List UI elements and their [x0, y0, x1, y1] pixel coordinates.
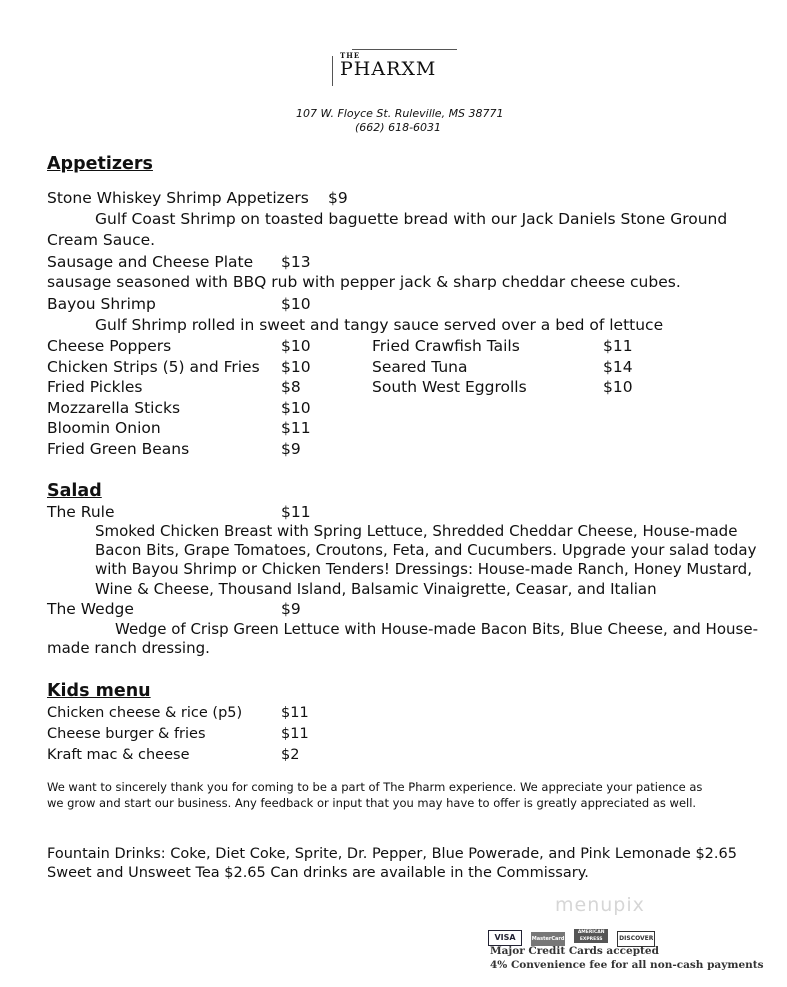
menu-item-price: $8	[281, 378, 301, 396]
section-title-salad: Salad	[47, 481, 102, 501]
accepted-cards	[488, 925, 659, 947]
menu-item-desc: made ranch dressing.	[47, 639, 210, 657]
menu-item-name: Kraft mac & cheese	[47, 747, 190, 763]
menu-item-price: $10	[281, 399, 311, 417]
menu-item-name: Bloomin Onion	[47, 419, 161, 437]
menu-item-price: $10	[603, 378, 633, 396]
menu-item-name: Fried Crawfish Tails	[372, 337, 520, 355]
menu-item-desc: Bacon Bits, Grape Tomatoes, Croutons, Feta, and Cucumbers. Upgrade your salad today	[95, 541, 757, 559]
logo-rule-top	[352, 49, 457, 50]
menu-item-price: $11	[281, 503, 311, 521]
menu-item-price: $9	[328, 189, 348, 207]
logo	[332, 48, 459, 90]
amex-card-icon: AMERICAN EXPRESS	[574, 929, 608, 943]
logo-the: THE	[340, 51, 361, 60]
menu-item-price: $9	[281, 440, 301, 458]
menu-item-desc: Wedge of Crisp Green Lettuce with House-made Bacon Bits, Blue Cheese, and House-	[115, 620, 758, 638]
watermark: menupix	[555, 894, 645, 916]
menu-item-name: Cheese burger & fries	[47, 726, 206, 742]
drinks-line: Sweet and Unsweet Tea $2.65 Can drinks are available in the Commissary.	[47, 865, 589, 881]
menu-item-name: Stone Whiskey Shrimp Appetizers	[47, 189, 309, 207]
menu-item-name: Fried Pickles	[47, 378, 143, 396]
menu-item-price: $10	[281, 337, 311, 355]
phone: (662) 618-6031	[355, 121, 442, 134]
address: 107 W. Floyce St. Ruleville, MS 38771	[296, 107, 504, 120]
menu-item-name: Fried Green Beans	[47, 440, 190, 458]
menu-item-name: South West Eggrolls	[372, 378, 527, 396]
discover-card-icon: DISCOVER	[617, 931, 655, 947]
menu-item-price: $14	[603, 358, 633, 376]
visa-card-icon: VISA	[488, 930, 522, 946]
thank-you-note: we grow and start our business. Any feedback or input that you may have to offer is greatly appreciated as well.	[47, 796, 697, 810]
menu-item-desc: Wine & Cheese, Thousand Island, Balsamic Vinaigrette, Ceasar, and Italian	[95, 580, 657, 598]
menu-item-desc: sausage seasoned with BBQ rub with pepper jack & sharp cheddar cheese cubes.	[47, 273, 681, 291]
section-title-kids: Kids menu	[47, 681, 151, 701]
menu-item-price: $11	[281, 705, 309, 721]
menu-item-price: $10	[281, 358, 311, 376]
menu-item-name: Chicken Strips (5) and Fries	[47, 358, 260, 376]
logo-name: PHARXM	[340, 58, 437, 80]
menu-item-desc: Smoked Chicken Breast with Spring Lettuce, Shredded Cheddar Cheese, House-made	[95, 522, 738, 540]
menu-item-desc: Gulf Coast Shrimp on toasted baguette bread with our Jack Daniels Stone Ground	[95, 210, 728, 228]
menu-item-desc: Cream Sauce.	[47, 231, 156, 249]
menu-item-desc: with Bayou Shrimp or Chicken Tenders! Dressings: House-made Ranch, Honey Mustard,	[95, 560, 752, 578]
menu-item-price: $10	[281, 295, 311, 313]
credit-card-note: Major Credit Cards accepted	[490, 945, 659, 957]
menu-item-name: Mozzarella Sticks	[47, 399, 181, 417]
thank-you-note: We want to sincerely thank you for coming to be a part of The Pharm experience. We appreciate your patience as	[47, 780, 703, 794]
menu-item-price: $11	[603, 337, 633, 355]
drinks-line: Fountain Drinks: Coke, Diet Coke, Sprite, Dr. Pepper, Blue Powerade, and Pink Lemonade $2.65	[47, 846, 737, 862]
menu-item-name: Seared Tuna	[372, 358, 468, 376]
menu-item-price: $11	[281, 419, 311, 437]
mastercard-icon: MasterCard	[531, 932, 565, 946]
menu-item-price: $2	[281, 747, 300, 763]
menu-item-price: $11	[281, 726, 309, 742]
logo-rule-left	[332, 56, 333, 86]
menu-item-name: Bayou Shrimp	[47, 295, 156, 313]
menu-item-name: Cheese Poppers	[47, 337, 172, 355]
menu-item-name: The Rule	[47, 503, 115, 521]
menu-item-name: Chicken cheese & rice (p5)	[47, 705, 243, 721]
menu-item-name: Sausage and Cheese Plate	[47, 253, 254, 271]
menu-item-price: $13	[281, 253, 311, 271]
menu-item-name: The Wedge	[47, 600, 134, 618]
convenience-fee-note: 4% Convenience fee for all non-cash payments	[490, 959, 764, 971]
menu-item-price: $9	[281, 600, 301, 618]
section-title-appetizers: Appetizers	[47, 154, 153, 174]
menu-item-desc: Gulf Shrimp rolled in sweet and tangy sauce served over a bed of lettuce	[95, 316, 664, 334]
